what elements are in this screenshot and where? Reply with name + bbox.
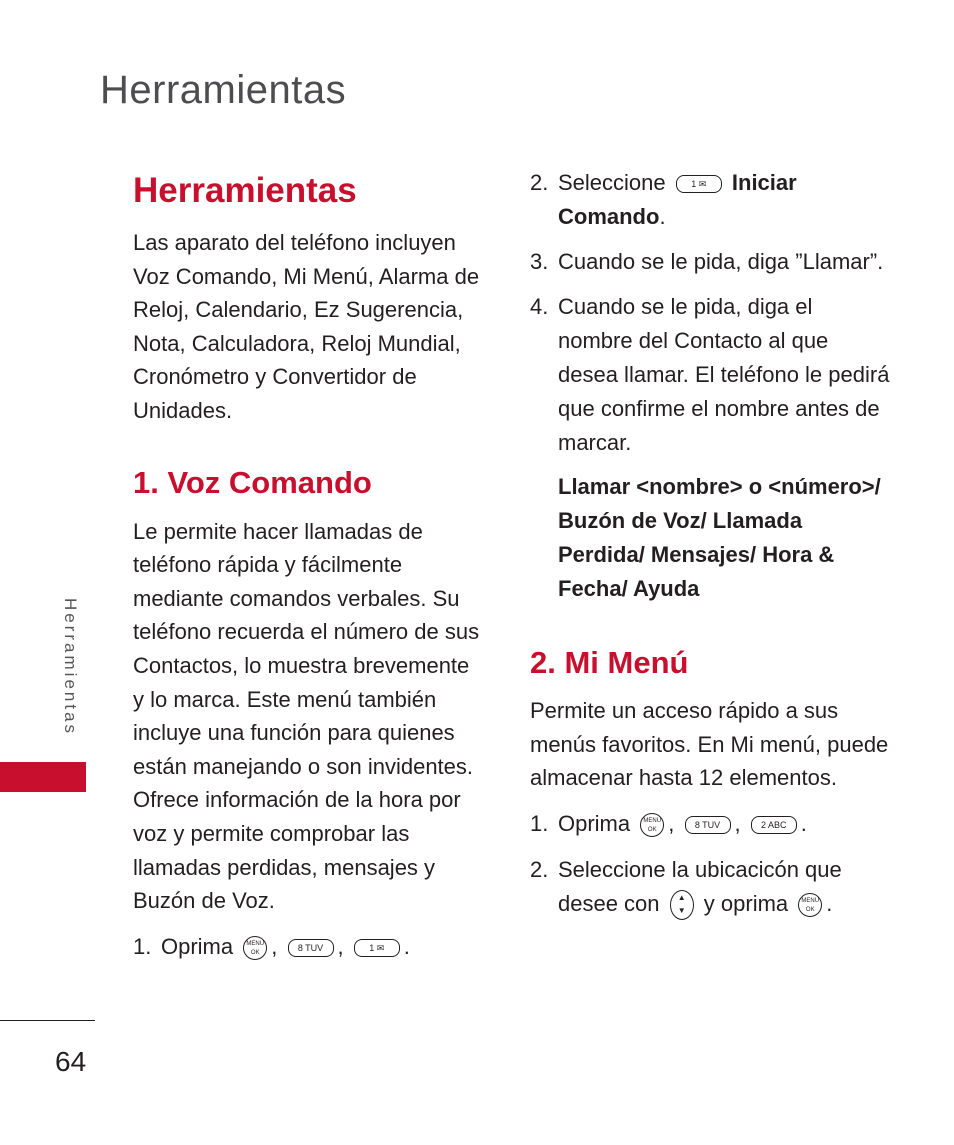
step-text: Oprima [558,810,631,836]
key-2-icon: 2 ABC [751,816,797,834]
step-number: 1. [530,810,549,836]
key-8-icon: 8 TUV [685,816,731,834]
page-number: 64 [55,1046,87,1077]
step-text: Seleccione la ubicacicón que desee con [558,856,842,916]
voz-comando-text: Le permite hacer llamadas de teléfono rápida y fácilmente mediante comandos verbales. Su teléfono recuerda el número de sus Contactos, lo muestra brevemente y lo marca. Este menú también incluye una función para quienes están manejando o son invidentes. Ofrece información de la hora por voz y permite comprobar las llamadas perdidas, mensajes y Buzón de Voz. [133,518,480,914]
page-header-title: Herramientas [100,68,347,112]
mi-menu-title: 2. Mi Menú [530,645,689,680]
voice-commands-list [530,470,890,606]
voz-step-4 [530,290,890,460]
voz-step-2: 2. Seleccione 1 ✉ Iniciar Comando. [530,166,890,234]
menu-ok-key-icon: MENU OK [798,893,822,917]
voz-step-1: 1. Oprima MENU OK , 8 TUV , 1 ✉ . [133,930,483,964]
mi-menu-step-1: 1. Oprima MENU OK , 8 TUV , 2 ABC . [530,807,890,841]
right-column [530,166,890,921]
side-tab-bar [0,762,86,792]
step-text: Seleccione [558,170,666,195]
step-text: Cuando se le pida, diga el nombre del Contacto al que desea llamar. El teléfono le pedirá que confirme el nombre antes de marcar. [558,294,890,455]
navigation-key-icon: ▲ ▼ [670,890,694,920]
key-8-icon: 8 TUV [288,939,334,957]
footer-rule [0,1020,95,1021]
key-1-icon: 1 ✉ [354,939,400,957]
step-number: 2. [530,170,549,195]
step-text-2: y oprima [703,890,789,916]
side-tab-label: Herramientas [61,598,80,737]
step-bold-text: Iniciar Comando [558,170,797,229]
step-number: 4. [530,294,549,319]
step-text: Oprima [161,933,234,959]
step-number: 3. [530,249,549,274]
step-number: 1. [133,933,152,959]
mi-menu-text: Permite un acceso rápido a sus menús favoritos. En Mi menú, puede almacenar hasta 12 elementos. [530,698,889,791]
voz-step-3 [530,245,890,279]
voz-comando-title: 1. Voz Comando [133,464,372,500]
intro-title: Herramientas [133,171,357,210]
menu-ok-key-icon: MENU OK [243,936,267,960]
intro-text: Las aparato del teléfono incluyen Voz Comando, Mi Menú, Alarma de Reloj, Calendario, Ez Sugerencia, Nota, Calculadora, Reloj Mundial, Cronómetro y Convertidor de Unidades. [133,230,480,423]
left-column [133,170,483,964]
step-number: 2. [530,856,549,882]
key-1-icon: 1 ✉ [676,175,722,193]
commands-text: Llamar <nombre> o <número>/ Buzón de Voz/ Llamada Perdida/ Mensajes/ Hora & Fecha/ Ayuda [558,474,881,601]
mi-menu-step-2: 2. Seleccione la ubicacicón que desee con ▲ ▼ y oprima MENU OK . [530,853,890,921]
step-text: Cuando se le pida, diga ”Llamar”. [558,249,884,274]
menu-ok-key-icon: MENU OK [640,813,664,837]
